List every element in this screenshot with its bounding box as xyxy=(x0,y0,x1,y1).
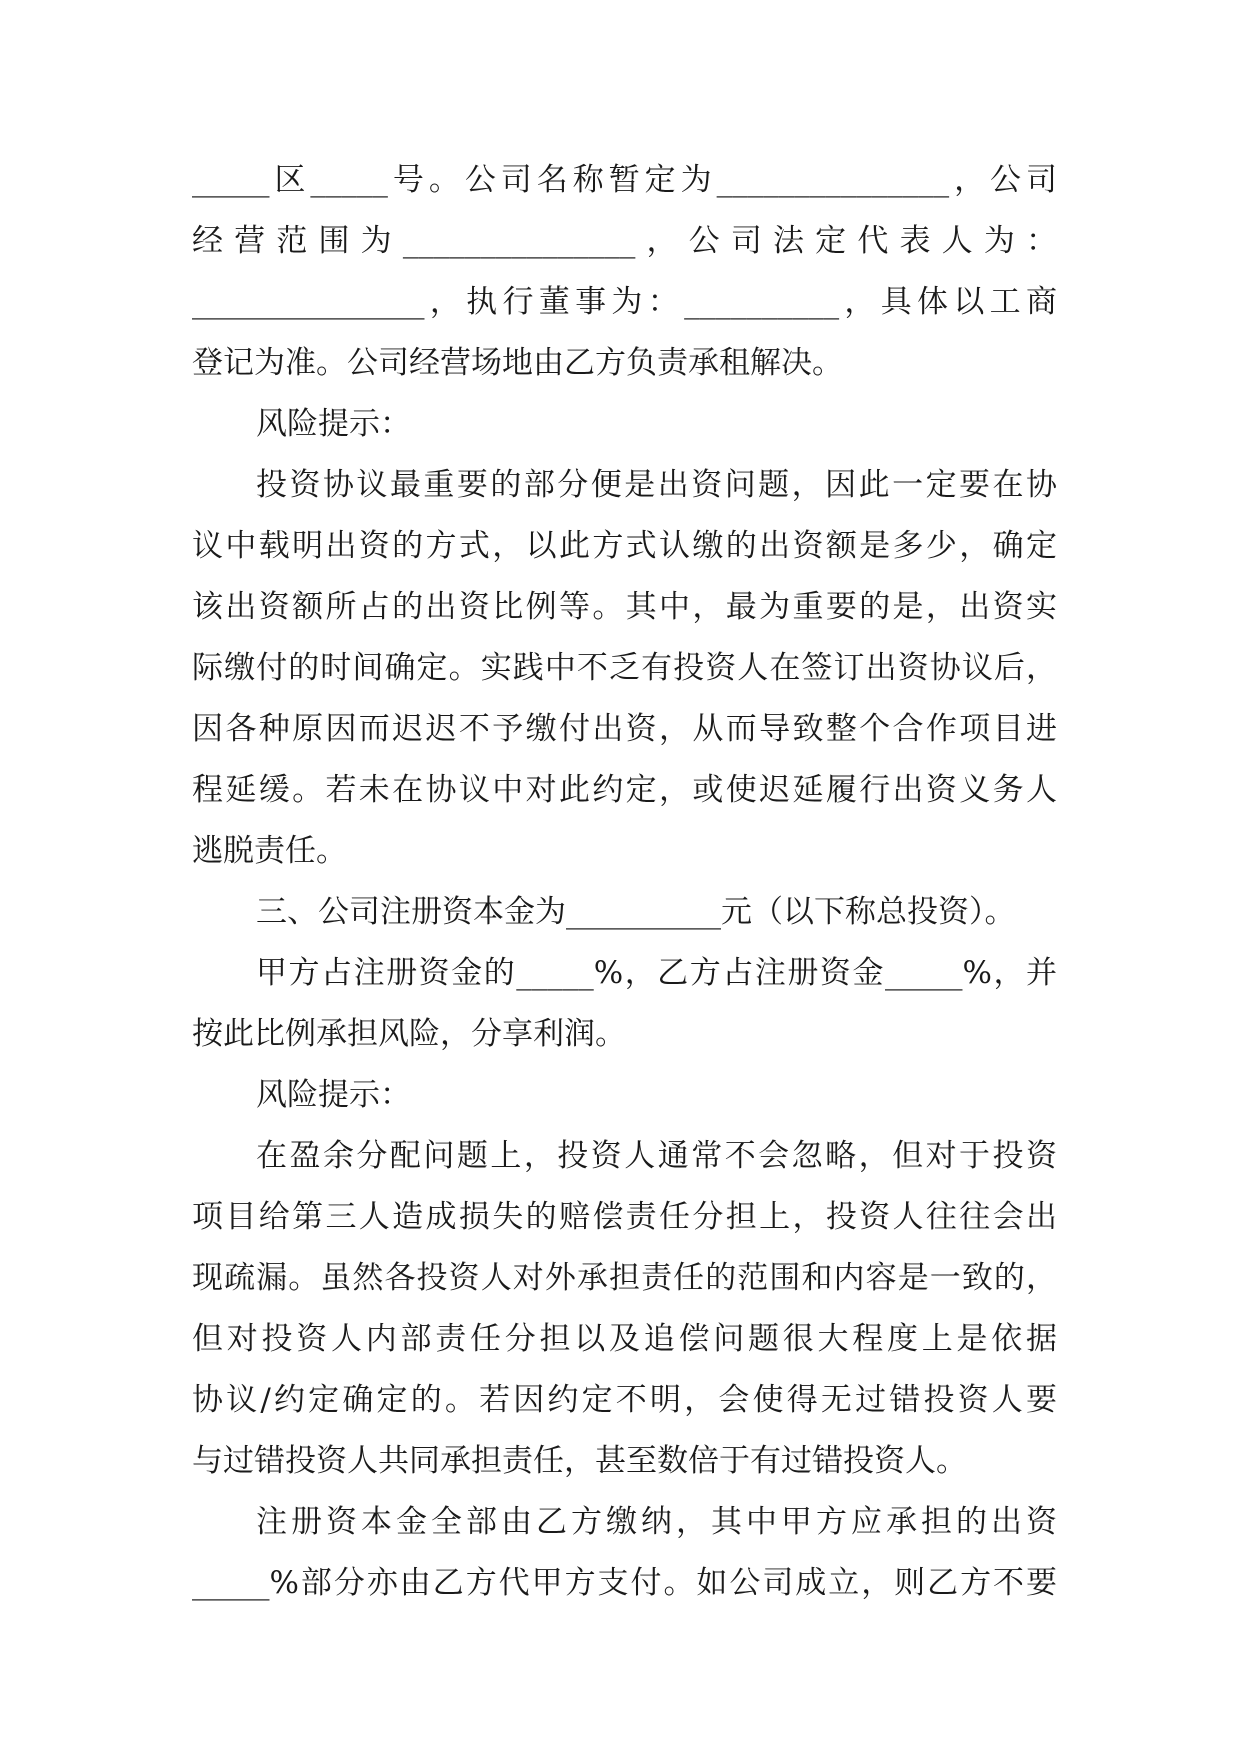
paragraph-line: 因各种原因而迟迟不予缴付出资，从而导致整个合作项目进 xyxy=(192,711,1057,747)
paragraph-line: 际缴付的时间确定。实践中不乏有投资人在签订出资协议后， xyxy=(192,650,1057,686)
paragraph-line: 现疏漏。虽然各投资人对外承担责任的范围和内容是一致的， xyxy=(192,1260,1057,1296)
paragraph-line: 项目给第三人造成损失的赔偿责任分担上，投资人往往会出 xyxy=(192,1199,1057,1235)
paragraph-line: 协议/约定确定的。若因约定不明，会使得无过错投资人要 xyxy=(192,1382,1057,1418)
paragraph-line: 登记为准。公司经营场地由乙方负责承租解决。 xyxy=(192,345,843,381)
paragraph-line: 投资协议最重要的部分便是出资问题，因此一定要在协 xyxy=(256,467,1057,503)
paragraph-line: 甲方占注册资金的_____%，乙方占注册资金_____%，并 xyxy=(256,955,1057,991)
paragraph-line: 程延缓。若未在协议中对此约定，或使迟延履行出资义务人 xyxy=(192,772,1057,808)
document-body xyxy=(192,150,1057,1614)
clause-heading: 三、公司注册资本金为__________元（以下称总投资）。 xyxy=(256,894,1016,930)
paragraph-line: _____区_____号。公司名称暂定为_______________，公司 xyxy=(192,162,1057,198)
paragraph-line: 在盈余分配问题上，投资人通常不会忽略，但对于投资 xyxy=(256,1138,1057,1174)
paragraph-line: 注册资本金全部由乙方缴纳，其中甲方应承担的出资 xyxy=(256,1504,1057,1540)
paragraph-line: _____%部分亦由乙方代甲方支付。如公司成立，则乙方不要 xyxy=(192,1565,1057,1601)
section-heading: 风险提示： xyxy=(256,1077,411,1113)
paragraph-line: 经营范围为_______________，公司法定代表人为： xyxy=(192,223,1057,259)
paragraph-line: 但对投资人内部责任分担以及追偿问题很大程度上是依据 xyxy=(192,1321,1057,1357)
paragraph-line: _______________，执行董事为：__________，具体以工商 xyxy=(192,284,1057,320)
paragraph-line: 与过错投资人共同承担责任，甚至数倍于有过错投资人。 xyxy=(192,1443,967,1479)
section-heading: 风险提示： xyxy=(256,406,411,442)
paragraph-line: 按此比例承担风险，分享利润。 xyxy=(192,1016,626,1052)
paragraph-line: 逃脱责任。 xyxy=(192,833,347,869)
paragraph-line: 议中载明出资的方式，以此方式认缴的出资额是多少，确定 xyxy=(192,528,1057,564)
paragraph-line: 该出资额所占的出资比例等。其中，最为重要的是，出资实 xyxy=(192,589,1057,625)
